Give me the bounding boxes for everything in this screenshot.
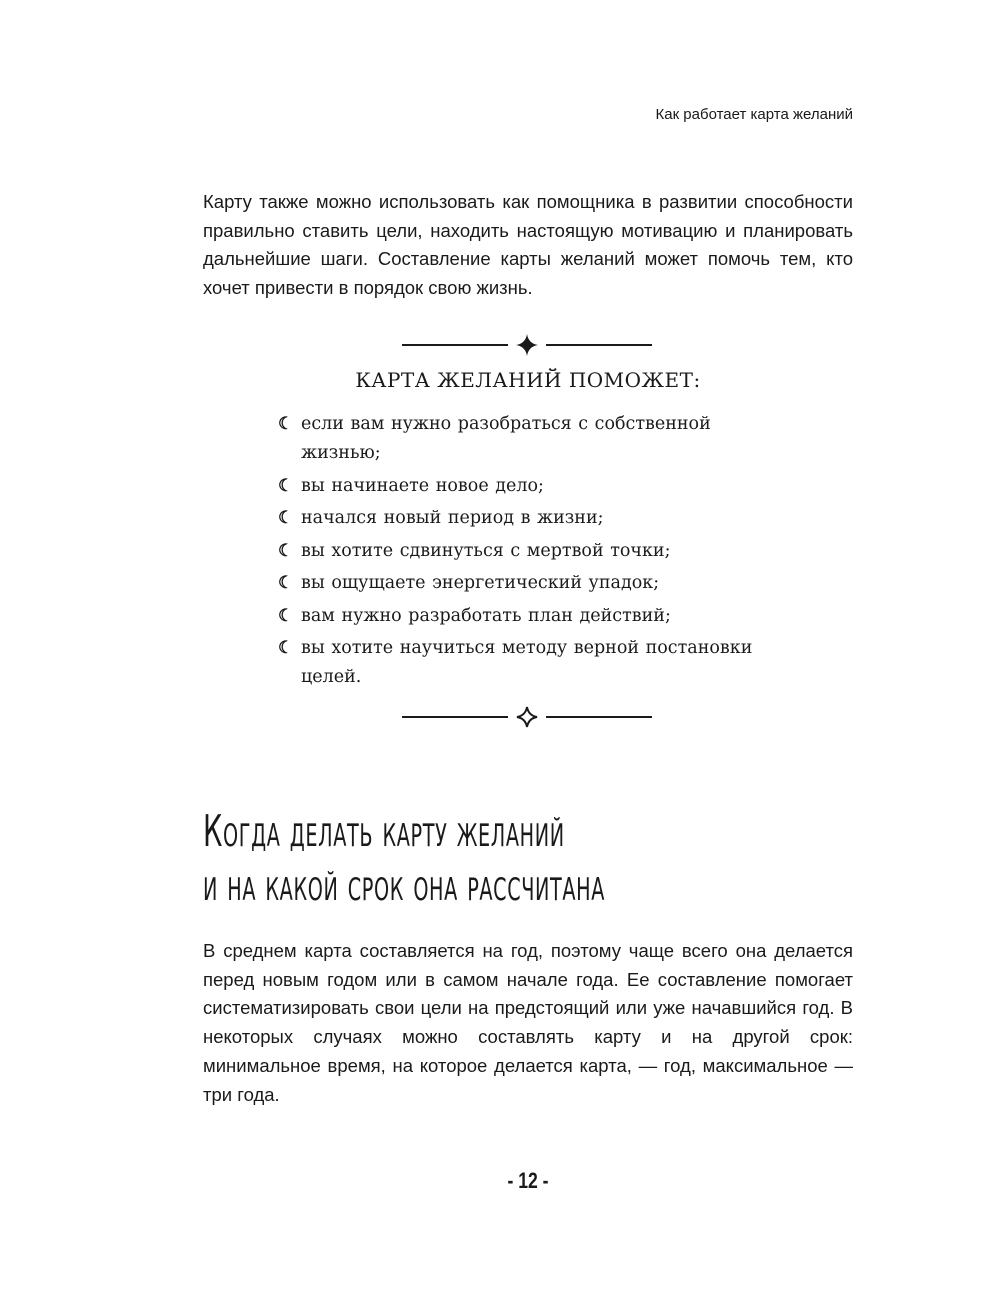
list-item-text: вам нужно разработать план действий; <box>301 605 671 626</box>
list-item-text: вы хотите сдвинуться с мертвой точки; <box>301 540 671 561</box>
filled-star-icon <box>515 333 539 357</box>
crescent-moon-icon: ☾ <box>278 573 294 593</box>
list-item-text: вы хотите научиться методу верной постановки целей. <box>301 638 753 687</box>
divider-line <box>402 716 508 718</box>
list-item <box>278 634 788 692</box>
divider-line <box>546 344 652 346</box>
crescent-moon-icon: ☾ <box>278 605 294 626</box>
list-item <box>278 504 788 533</box>
list-item-text: вы ощущаете энергетический упадок; <box>301 573 660 593</box>
page-number: - 12 - <box>507 1168 549 1193</box>
intro-paragraph: Карту также можно использовать как помощника в развитии способности правильно ставить цели, находить настоящую мотивацию и планировать дальнейшие шаги. Составление карты желаний может помочь тем, кто хочет привести в порядок свою жизнь. <box>203 191 853 299</box>
list-item-text: если вам нужно разобраться с собственной жизнью; <box>301 414 711 463</box>
crescent-moon-icon: ☾ <box>278 475 294 496</box>
list-item <box>278 410 788 468</box>
list-item <box>278 569 788 598</box>
section-heading <box>203 805 605 913</box>
body-paragraph: В среднем карта составляется на год, поэтому чаще всего она делается перед новым годом или в самом начале года. Ее составление помогает систематизировать свои цели на предстоящий или уже начавшийся год. В некоторых случаях можно составлять карту и на другой срок: минимальное время, на которое делается карта, — год, максимальное — три года. <box>203 940 853 1105</box>
list-item-text: вы начинаете новое дело; <box>301 475 544 496</box>
crescent-moon-icon: ☾ <box>278 414 294 434</box>
crescent-moon-icon: ☾ <box>278 508 294 528</box>
divider-line <box>546 716 652 718</box>
list-item <box>278 472 788 501</box>
heading-line-1: Когда делать карту желаний <box>203 806 565 857</box>
bottom-divider <box>402 705 652 729</box>
running-head: Как работает карта желаний <box>655 106 853 123</box>
divider-line <box>402 344 508 346</box>
box-title: КАРТА ЖЕЛАНИЙ ПОМОЖЕТ: <box>355 368 701 392</box>
top-divider <box>402 333 652 357</box>
crescent-moon-icon: ☾ <box>278 638 294 658</box>
list-item <box>278 602 788 631</box>
outline-star-icon <box>515 705 539 729</box>
crescent-moon-icon: ☾ <box>278 540 294 561</box>
heading-line-2: и на какой срок она рассчитана <box>203 860 606 911</box>
benefits-list <box>278 410 788 696</box>
list-item-text: начался новый период в жизни; <box>301 508 604 528</box>
list-item <box>278 537 788 566</box>
